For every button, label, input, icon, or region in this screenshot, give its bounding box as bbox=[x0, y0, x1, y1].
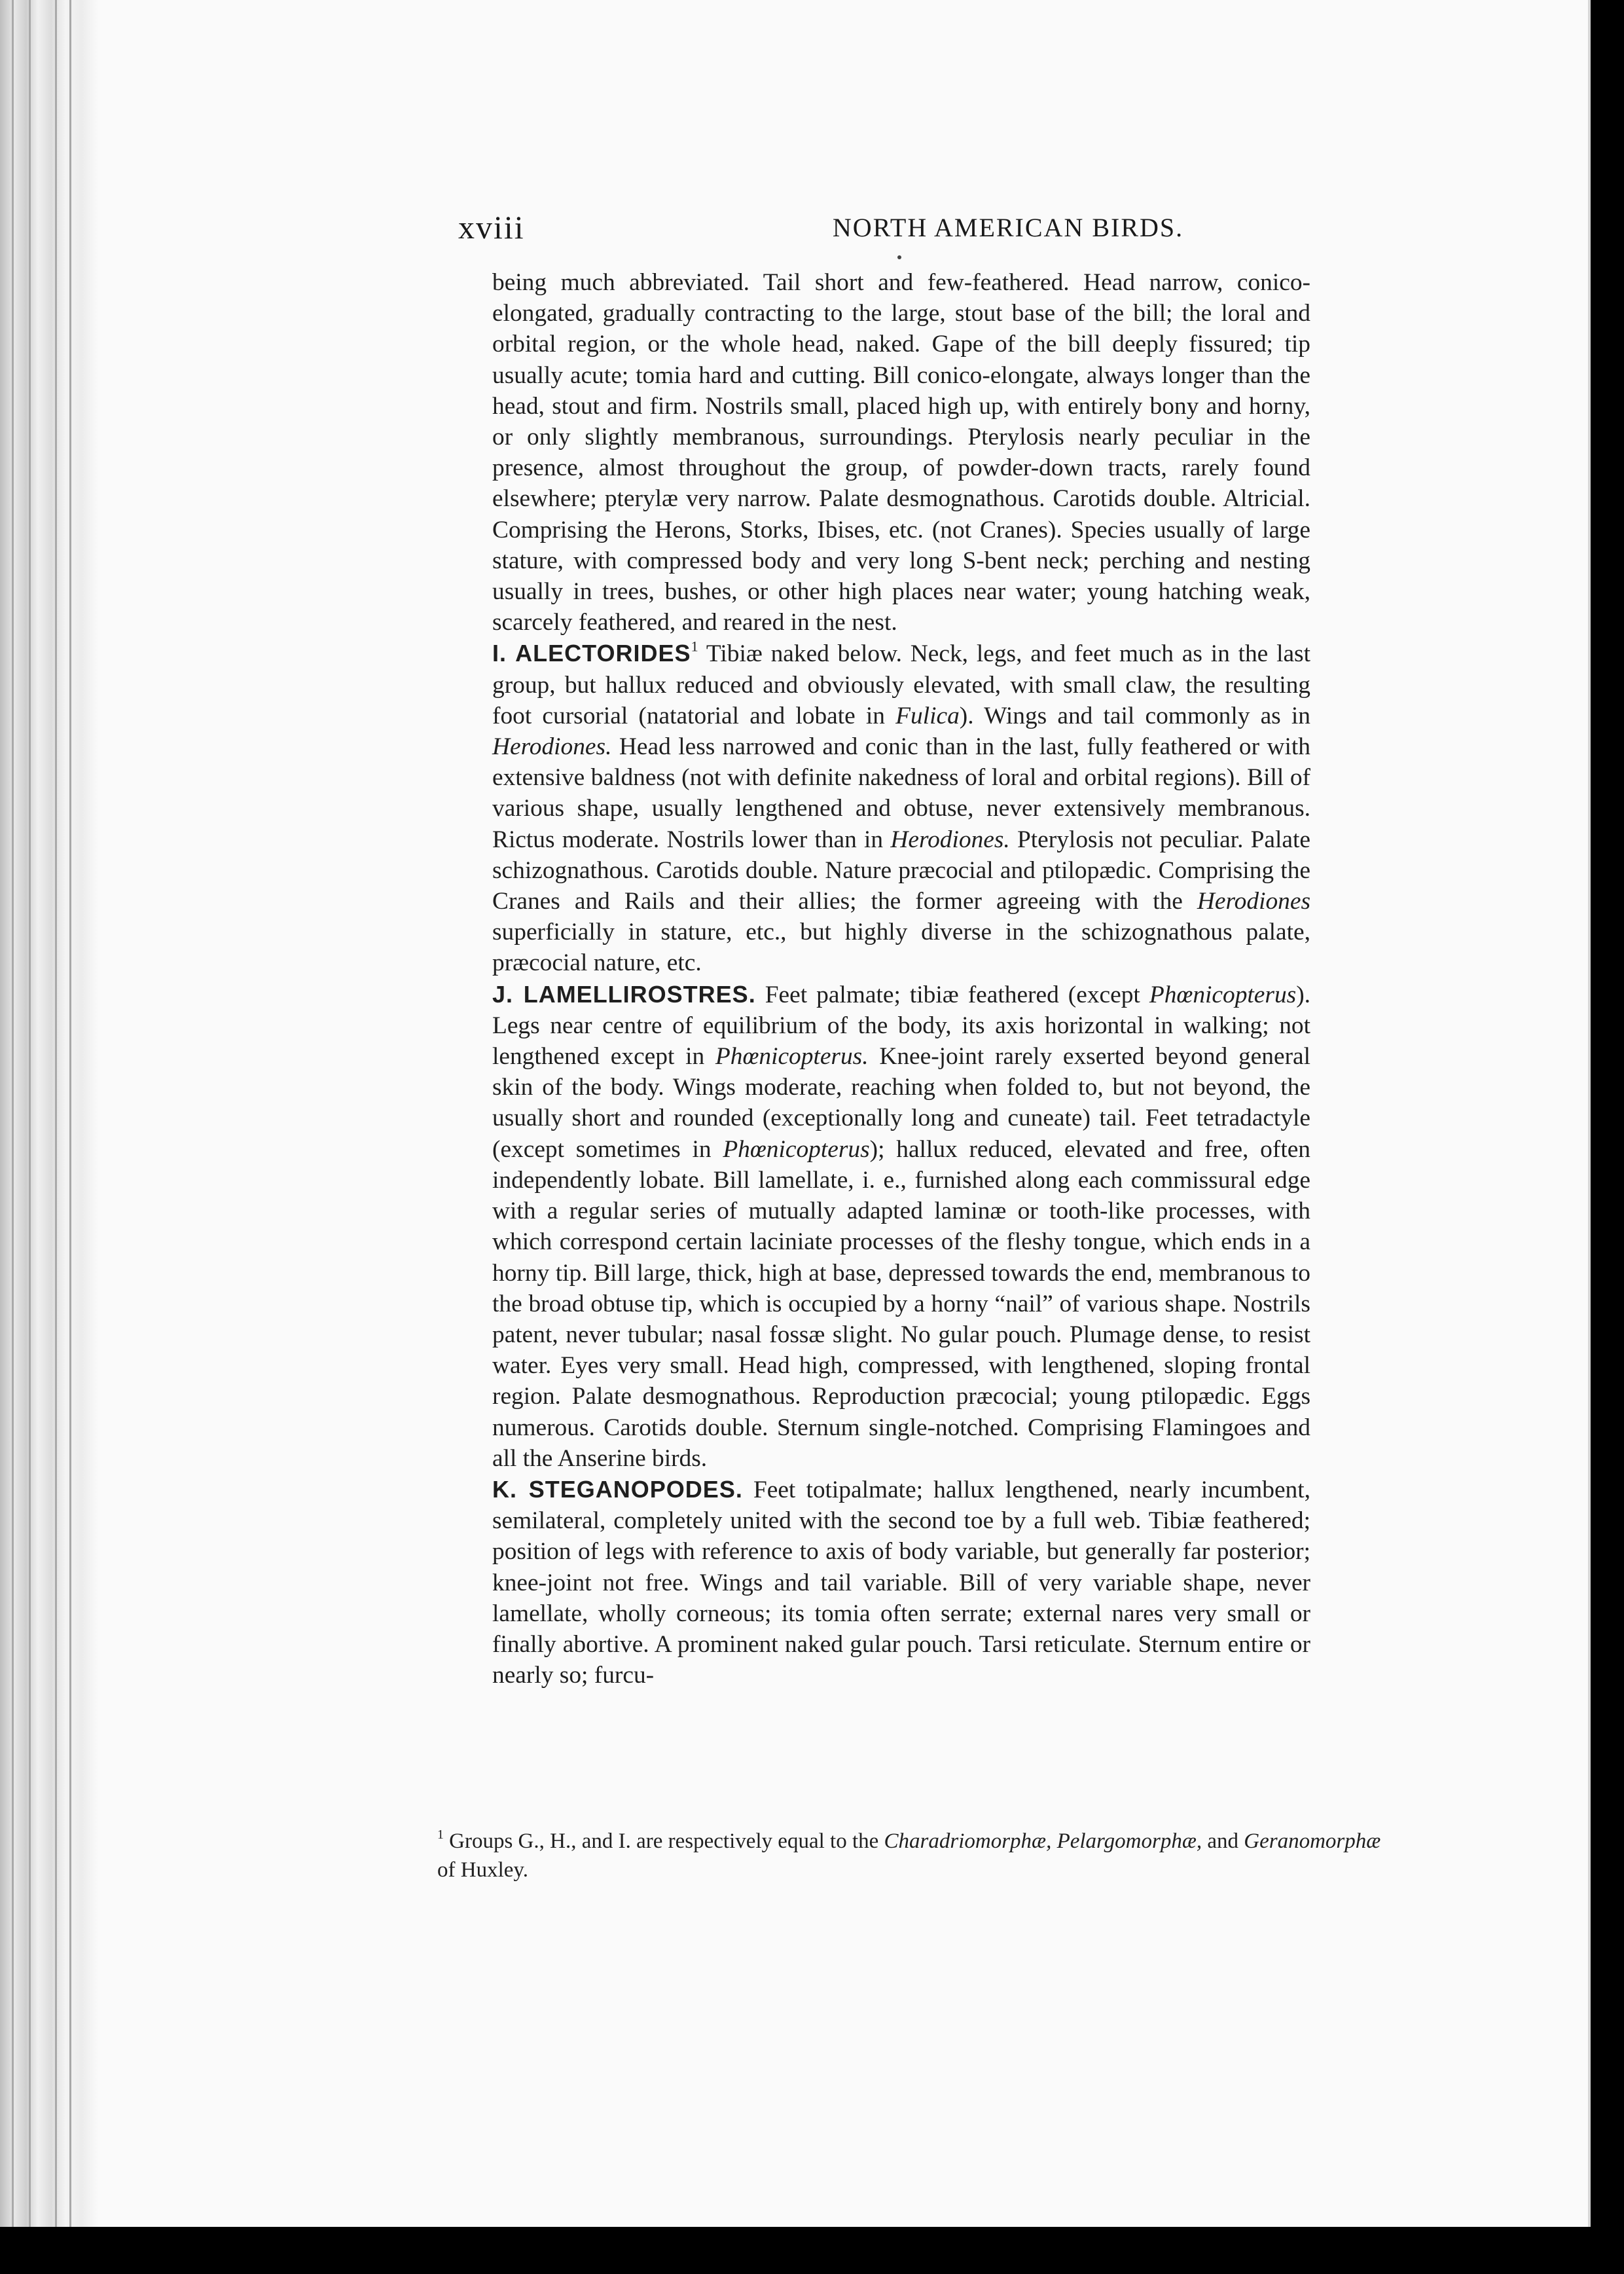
italic-term: Phœnicopterus bbox=[1149, 981, 1297, 1008]
page-edge bbox=[1588, 0, 1591, 2227]
text-run: and bbox=[1202, 1829, 1244, 1853]
page-header bbox=[458, 208, 1335, 248]
text-run: ). Wings and tail commonly as in bbox=[959, 702, 1310, 729]
gutter-line bbox=[12, 0, 14, 2227]
gutter-line bbox=[29, 0, 31, 2227]
group-paragraph bbox=[492, 1474, 1310, 1691]
scan-border bbox=[0, 2227, 1624, 2274]
gutter-line bbox=[55, 0, 57, 2227]
print-mark bbox=[897, 255, 901, 259]
group-paragraph bbox=[492, 638, 1310, 978]
text-run: Head less narrowed and conic than in the last, fully feathered or with extensive baldness (not with definite nakedness of loral and orbital regions). Bill of various shape, usually lengthened and obtuse, never extensively membranous. Rictus moderate. Nostrils lower than in bbox=[492, 733, 1310, 853]
text-run: Feet totipalmate; hallux lengthened, nearly incumbent, semilateral, completely united with the second toe by a full web. Tibiæ feathered; position of legs with reference to axis of body variable, but generally far posterior; knee-joint not free. Wings and tail variable. Bill of very variable shape, never lamellate, wholly corneous; its tomia often serrate; external nares very small or finally abortive. A prominent naked gular pouch. Tarsi reticulate. Sternum entire or nearly so; furcu- bbox=[492, 1476, 1310, 1689]
footnote bbox=[437, 1827, 1399, 1884]
text-run: of Huxley. bbox=[437, 1858, 528, 1882]
text-run: Feet palmate; tibiæ feathered (except bbox=[755, 981, 1149, 1008]
group-heading: I. ALECTORIDES bbox=[492, 640, 691, 667]
italic-term: Herodiones. bbox=[492, 733, 612, 761]
italic-term: Charadriomorphæ, Pelargomorphæ, bbox=[884, 1829, 1202, 1853]
body-text bbox=[492, 267, 1310, 1691]
text-run: ); hallux reduced, elevated and free, often independently lobate. Bill lamellate, i. e., furnished along each commissural edge with a regular series of mutually adapted laminæ or tooth-like processes, with which correspond certain laciniate processes of the fleshy tongue, which ends in a horny tip. Bill large, thick, high at base, depressed towards the end, membranous to the broad obtuse tip, which is occupied by a horny “nail” of various shape. Nostrils patent, never tubular; nasal fossæ slight. No gular pouch. Plumage dense, to resist water. Eyes very small. Head high, compressed, with lengthened, sloping frontal region. Palate desmognathous. Reproduction præcocial; young ptilopædic. Eggs numerous. Carotids double. Sternum single-notched. Comprising Flamingoes and all the Anserine birds. bbox=[492, 1135, 1310, 1472]
italic-term: Herodiones bbox=[1197, 888, 1310, 915]
text-run: superficially in stature, etc., but highly diverse in the schizognathous palate, præcocial nature, etc. bbox=[492, 919, 1310, 977]
italic-term: Phœnicopterus. bbox=[715, 1043, 869, 1071]
group-heading: J. LAMELLIROSTRES. bbox=[492, 980, 756, 1008]
italic-term: Geranomorphæ bbox=[1244, 1829, 1381, 1853]
footnote-mark: 1 bbox=[437, 1827, 444, 1843]
italic-term: Fulica bbox=[895, 702, 960, 729]
page-number: xviii bbox=[458, 209, 525, 246]
book-binding-gutter bbox=[0, 0, 98, 2227]
intro-paragraph: being much abbreviated. Tail short and few-feathered. Head narrow, conico-elongated, gradually contracting to the large, stout base of the bill; the loral and orbital region, or the whole head, naked. Gape of the bill deeply fissured; tip usually acute; tomia hard and cutting. Bill conico-elongate, always longer than the head, stout and firm. Nostrils small, placed high up, with entirely bony and horny, or only slightly membranous, surroundings. Pterylosis nearly peculiar in the presence, almost throughout the group, of powder-down tracts, rarely found elsewhere; pterylæ very narrow. Palate desmognathous. Carotids double. Altricial. Comprising the Herons, Storks, Ibises, etc. (not Cranes). Species usually of large stature, with compressed body and very long S-bent neck; perching and nesting usually in trees, bushes, or other high places near water; young hatching weak, scarcely feathered, and reared in the nest. bbox=[492, 269, 1310, 636]
text-run: Groups G., H., and I. are respectively equal to the bbox=[443, 1829, 884, 1853]
footnote-text bbox=[437, 1827, 1399, 1884]
footnote-body bbox=[437, 1829, 1380, 1882]
group-paragraph bbox=[492, 979, 1310, 1474]
text-run: Tibiæ naked below. Neck, legs, and feet much as in the last group, but hallux reduced and obviously elevated, with small claw, the resulting foot cursorial (natatorial and lobate in bbox=[492, 640, 1310, 729]
running-head: NORTH AMERICAN BIRDS. bbox=[832, 213, 1184, 242]
text-run: ). Legs near centre of equilibrium of the body, its axis horizontal in walking; not lengthened except in bbox=[492, 981, 1310, 1071]
gutter-line bbox=[69, 0, 71, 2227]
italic-term: Herodiones. bbox=[890, 826, 1010, 853]
footnote-reference: 1 bbox=[691, 638, 698, 655]
text-run: Pterylosis not peculiar. Palate schizognathous. Carotids double. Nature præcocial and ptilopædic. Comprising the Cranes and Rails and their allies; the former agreeing with the bbox=[492, 826, 1310, 915]
text-run: Knee-joint rarely exserted beyond general skin of the body. Wings moderate, reaching when folded to, but not beyond, the usually short and rounded (exceptionally long and cuneate) tail. Feet tetradactyle (except sometimes in bbox=[492, 1043, 1310, 1163]
group-heading: K. STEGANOPODES. bbox=[492, 1475, 743, 1503]
italic-term: Phœnicopterus bbox=[723, 1135, 870, 1163]
group-list bbox=[492, 638, 1310, 1691]
